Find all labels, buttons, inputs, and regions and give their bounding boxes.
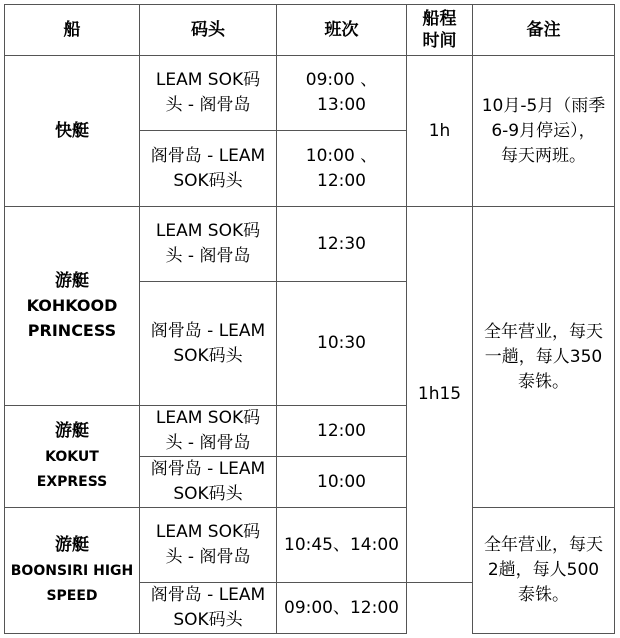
header-row [5, 5, 615, 56]
header-duration: 船程 时间 [407, 5, 473, 56]
boat-name-speedboat: 快艇 [5, 56, 140, 207]
pier-cell: LEAM SOK码 头 - 阁骨岛 [140, 508, 277, 583]
schedule-cell: 10:45、14:00 [277, 508, 407, 583]
pier-cell: 阁骨岛 - LEAM SOK码头 [140, 457, 277, 508]
table-row [5, 508, 615, 583]
note-cell: 全年营业，每天 2趟，每人500 泰铢。 [473, 508, 615, 634]
schedule-cell: 10:30 [277, 282, 407, 406]
schedule-cell: 10:00 、 12:00 [277, 131, 407, 207]
header-boat: 船 [5, 5, 140, 56]
table-row [5, 56, 615, 131]
pier-cell: LEAM SOK码 头 - 阁骨岛 [140, 207, 277, 282]
header-notes: 备注 [473, 5, 615, 56]
boat-name-kohkood: 游艇 KOHKOOD PRINCESS [5, 207, 140, 406]
pier-cell: LEAM SOK码 头 - 阁骨岛 [140, 56, 277, 131]
duration-cell: 1h15 [407, 207, 473, 583]
boat-name-boonsiri: 游艇 BOONSIRI HIGH SPEED [5, 508, 140, 634]
note-cell: 全年营业，每天 一趟，每人350 泰铢。 [473, 207, 615, 508]
pier-cell: 阁骨岛 - LEAM SOK码头 [140, 282, 277, 406]
schedule-cell: 09:00、12:00 [277, 583, 407, 634]
schedule-cell: 12:00 [277, 406, 407, 457]
pier-cell: 阁骨岛 - LEAM SOK码头 [140, 131, 277, 207]
pier-cell: 阁骨岛 - LEAM SOK码头 [140, 583, 277, 634]
boat-name-kokut: 游艇 KOKUT EXPRESS [5, 406, 140, 508]
note-cell: 10月-5月（雨季 6-9月停运）， 每天两班。 [473, 56, 615, 207]
header-schedule: 班次 [277, 5, 407, 56]
schedule-cell: 12:30 [277, 207, 407, 282]
header-pier: 码头 [140, 5, 277, 56]
schedule-cell: 09:00 、 13:00 [277, 56, 407, 131]
duration-cell: 1h [407, 56, 473, 207]
pier-cell: LEAM SOK码 头 - 阁骨岛 [140, 406, 277, 457]
schedule-cell: 10:00 [277, 457, 407, 508]
ferry-schedule-table [4, 4, 615, 634]
table-row [5, 207, 615, 282]
